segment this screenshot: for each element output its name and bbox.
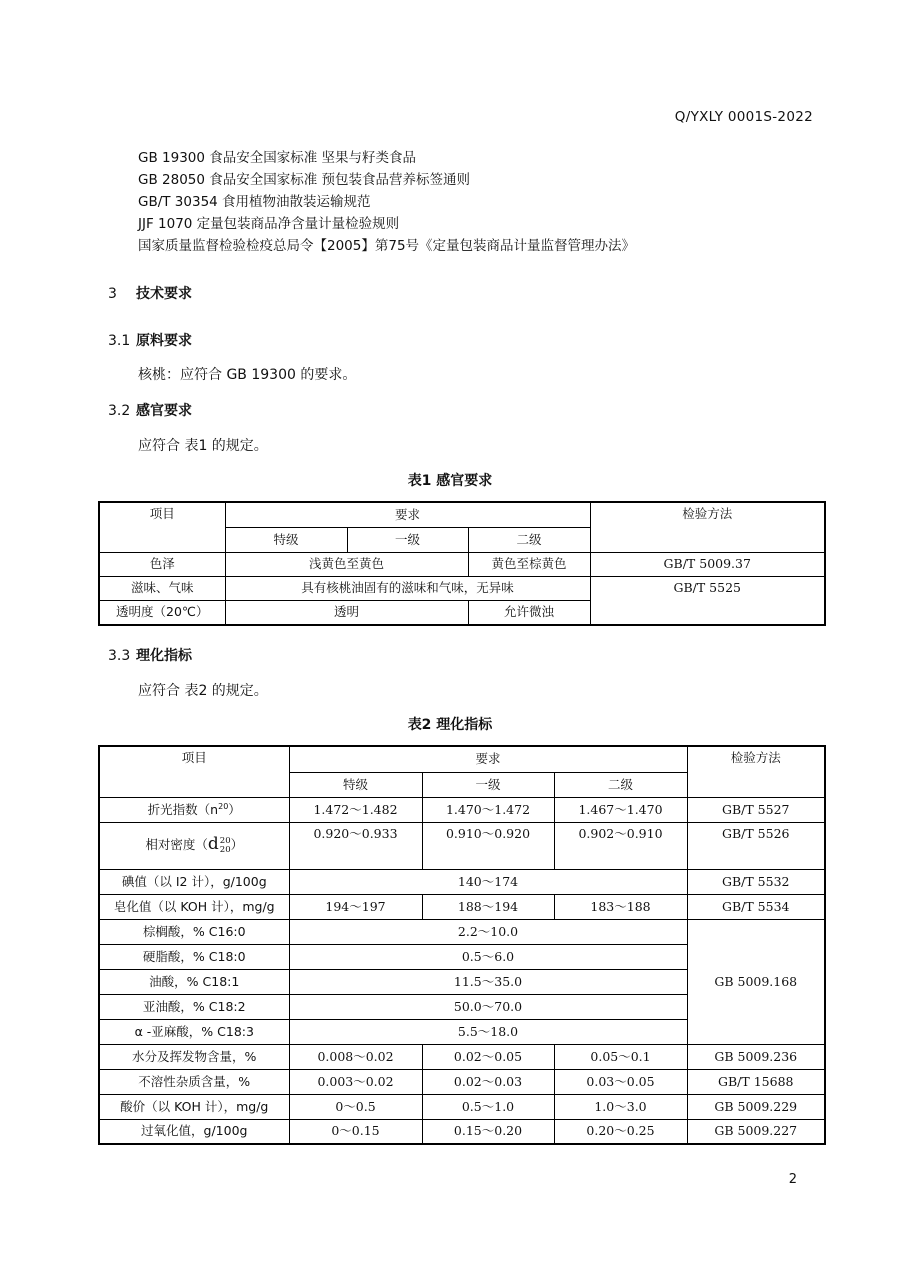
table2-caption: 表2 理化指标 <box>407 717 493 733</box>
density-d: d <box>207 834 219 854</box>
table-row <box>99 869 825 894</box>
cell-method: GB 5009.168 <box>687 919 825 1044</box>
cell-method: GB/T 5532 <box>687 869 825 894</box>
grade-premium: 特级 <box>289 772 422 797</box>
reference-gbt30354: GB/T 30354 食用植物油散装运输规范 <box>138 194 371 210</box>
cell-value: 0.003～0.02 <box>289 1069 422 1094</box>
table-row <box>99 576 825 600</box>
cell-value: 194～197 <box>289 894 422 919</box>
grade-second: 二级 <box>468 527 590 552</box>
cell-method: GB/T 15688 <box>687 1069 825 1094</box>
cell-value: 11.5～35.0 <box>289 969 687 994</box>
cell-value: 具有核桃油固有的滋味和气味，无异味 <box>225 576 590 600</box>
cell-value: 0.02～0.03 <box>422 1069 554 1094</box>
cell-value: 0.03～0.05 <box>554 1069 687 1094</box>
grade-first: 一级 <box>347 527 468 552</box>
cell-value: 0.008～0.02 <box>289 1044 422 1069</box>
reference-order-75: 国家质量监督检验检疫总局令【2005】第75号《定量包装商品计量监督管理办法》 <box>138 238 636 254</box>
cell-method: GB 5009.236 <box>687 1044 825 1069</box>
subscript: 20 <box>219 844 231 855</box>
table-header-requirement: 要求 <box>225 502 590 527</box>
density-symbol <box>207 834 231 855</box>
table1-sensory <box>98 501 826 626</box>
cell-value: 0.05～0.1 <box>554 1044 687 1069</box>
grade-premium: 特级 <box>225 527 347 552</box>
row-label: 油酸，% C18:1 <box>99 969 289 994</box>
table-row <box>99 1044 825 1069</box>
cell-value: 140～174 <box>289 869 687 894</box>
label-close: ） <box>230 837 244 852</box>
section-title: 技术要求 <box>136 286 192 302</box>
row-label: 滋味、气味 <box>99 576 225 600</box>
table-header-requirement: 要求 <box>289 746 687 772</box>
cell-value: 0～0.15 <box>289 1119 422 1144</box>
cell-value: 188～194 <box>422 894 554 919</box>
table-header-method: 检验方法 <box>590 502 825 552</box>
row-label <box>99 822 289 869</box>
row-label: 过氧化值，g/100g <box>99 1119 289 1144</box>
grade-second: 二级 <box>554 772 687 797</box>
table-row <box>99 1069 825 1094</box>
row-label: 透明度（20℃） <box>99 600 225 625</box>
cell-value: 183～188 <box>554 894 687 919</box>
section-number: 3.3 <box>108 648 131 664</box>
section-title: 感官要求 <box>136 403 192 419</box>
cell-value: 0.920～0.933 <box>289 822 422 869</box>
section-3-2-heading <box>108 400 192 420</box>
section-3-2-text: 应符合 表1 的规定。 <box>138 438 268 454</box>
cell-value: 0～0.5 <box>289 1094 422 1119</box>
row-label: 酸价（以 KOH 计），mg/g <box>99 1094 289 1119</box>
section-3-1-text: 核桃：应符合 GB 19300 的要求。 <box>138 367 357 383</box>
section-number: 3.2 <box>108 403 131 419</box>
table-header-item: 项目 <box>99 746 289 797</box>
density-indices <box>220 837 231 854</box>
section-number: 3.1 <box>108 333 131 349</box>
superscript: 20 <box>218 801 229 811</box>
row-label: 水分及挥发物含量，% <box>99 1044 289 1069</box>
page-number: 2 <box>788 1172 797 1187</box>
cell-value: 0.902～0.910 <box>554 822 687 869</box>
table-header-item: 项目 <box>99 502 225 552</box>
cell-method: GB/T 5009.37 <box>590 552 825 576</box>
table1-caption: 表1 感官要求 <box>407 473 493 489</box>
row-label: α -亚麻酸，% C18:3 <box>99 1019 289 1044</box>
label-text: 相对密度（ <box>145 837 208 852</box>
section-3-3-text: 应符合 表2 的规定。 <box>138 683 268 699</box>
cell-value: 0.20～0.25 <box>554 1119 687 1144</box>
row-label: 亚油酸，% C18:2 <box>99 994 289 1019</box>
label-text: 折光指数（n <box>147 801 219 817</box>
label-close: ） <box>228 801 241 817</box>
row-label: 皂化值（以 KOH 计），mg/g <box>99 894 289 919</box>
table-row <box>99 1094 825 1119</box>
reference-gb19300: GB 19300 食品安全国家标准 坚果与籽类食品 <box>138 150 417 166</box>
section-title: 原料要求 <box>136 333 192 349</box>
cell-value: 0.15～0.20 <box>422 1119 554 1144</box>
cell-value: 0.5～6.0 <box>289 944 687 969</box>
table-row <box>99 552 825 576</box>
table-row <box>99 822 825 869</box>
table-row <box>99 919 825 944</box>
cell-value: 5.5～18.0 <box>289 1019 687 1044</box>
row-label: 硬脂酸，% C18:0 <box>99 944 289 969</box>
row-label: 棕榈酸，% C16:0 <box>99 919 289 944</box>
section-3-heading <box>108 283 192 303</box>
cell-value: 0.02～0.05 <box>422 1044 554 1069</box>
cell-value: 透明 <box>225 600 468 625</box>
cell-value: 浅黄色至黄色 <box>225 552 468 576</box>
cell-value: 黄色至棕黄色 <box>468 552 590 576</box>
section-number: 3 <box>108 286 117 302</box>
row-label: 不溶性杂质含量，% <box>99 1069 289 1094</box>
cell-method: GB/T 5525 <box>590 576 825 625</box>
superscript: 20 <box>219 836 231 846</box>
document-number: Q/YXLY 0001S-2022 <box>674 109 813 125</box>
cell-value: 1.0～3.0 <box>554 1094 687 1119</box>
cell-value: 1.467～1.470 <box>554 797 687 822</box>
cell-value: 0.910～0.920 <box>422 822 554 869</box>
table-row <box>99 797 825 822</box>
cell-method: GB/T 5526 <box>687 822 825 869</box>
cell-method: GB 5009.227 <box>687 1119 825 1144</box>
table-header-method: 检验方法 <box>687 746 825 797</box>
cell-value: 0.5～1.0 <box>422 1094 554 1119</box>
cell-value: 允许微浊 <box>468 600 590 625</box>
row-label: 碘值（以 I2 计），g/100g <box>99 869 289 894</box>
table2-physicochemical <box>98 745 826 1145</box>
cell-value: 1.472～1.482 <box>289 797 422 822</box>
section-title: 理化指标 <box>136 648 192 664</box>
grade-first: 一级 <box>422 772 554 797</box>
table-row <box>99 1119 825 1144</box>
row-label <box>99 797 289 822</box>
section-3-3-heading <box>108 645 192 665</box>
cell-value: 2.2～10.0 <box>289 919 687 944</box>
cell-value: 50.0～70.0 <box>289 994 687 1019</box>
reference-gb28050: GB 28050 食品安全国家标准 预包装食品营养标签通则 <box>138 172 471 188</box>
cell-method: GB 5009.229 <box>687 1094 825 1119</box>
table-row <box>99 894 825 919</box>
cell-method: GB/T 5534 <box>687 894 825 919</box>
row-label: 色泽 <box>99 552 225 576</box>
reference-jjf1070: JJF 1070 定量包装商品净含量计量检验规则 <box>138 216 400 232</box>
cell-value: 1.470～1.472 <box>422 797 554 822</box>
section-3-1-heading <box>108 330 192 350</box>
cell-method: GB/T 5527 <box>687 797 825 822</box>
